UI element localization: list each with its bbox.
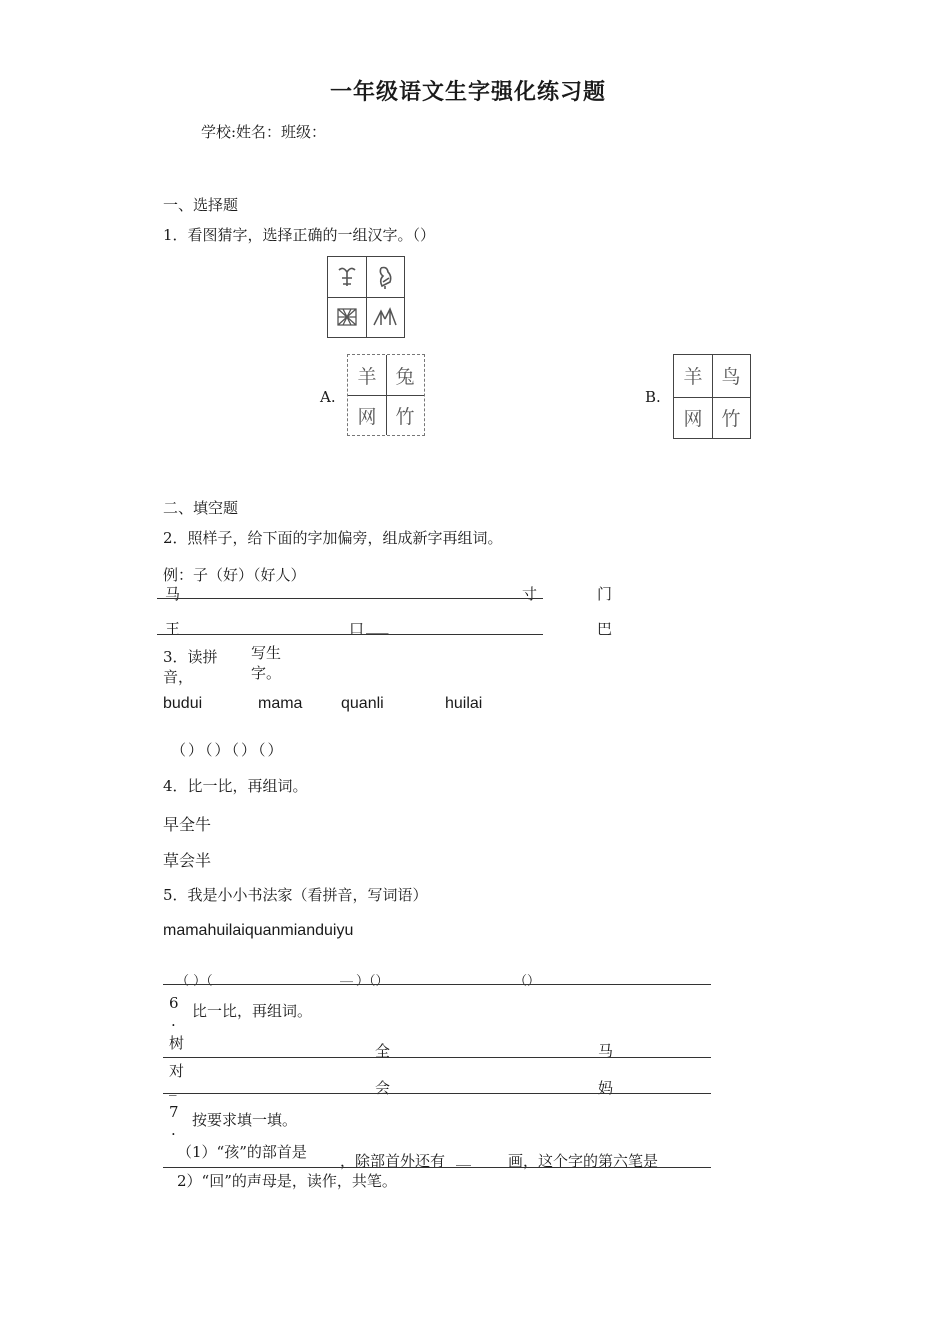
option-b-char: 竹 xyxy=(721,407,741,430)
q6-char: 会 xyxy=(375,1079,391,1097)
q2-char: 门 xyxy=(597,585,613,603)
q7-line1: （1）“孩”的部首是 xyxy=(177,1143,307,1161)
q5-blank[interactable]: __ xyxy=(340,968,353,983)
q6-char: 对 xyxy=(169,1062,185,1080)
q6-char: 妈 xyxy=(598,1079,614,1097)
page-title: 一年级语文生字强化练习题 xyxy=(330,80,607,105)
q6-mark: _ xyxy=(169,1078,177,1096)
q7-blank[interactable]: __ xyxy=(456,1148,471,1166)
q6-char: 树 xyxy=(169,1034,185,1052)
bird-pictograph-icon xyxy=(366,257,404,297)
question-6-number: 6 xyxy=(169,994,179,1012)
option-a-label: A. xyxy=(320,388,336,406)
q5-paren[interactable]: ）（） xyxy=(356,974,389,989)
question-2-text: 2．照样子，给下面的字加偏旁，组成新字再组词。 xyxy=(163,529,503,547)
q2-char: 王 xyxy=(165,620,181,638)
option-a-char: 羊 xyxy=(357,365,377,388)
q5-pinyin: mamahuilaiquanmianduiyu xyxy=(163,922,354,939)
q6-char: 马 xyxy=(598,1042,614,1060)
answer-line[interactable] xyxy=(157,634,543,635)
net-pictograph-icon xyxy=(328,297,366,337)
q2-char: 口 xyxy=(349,620,365,638)
pinyin-word: huilai xyxy=(445,695,483,712)
q2-char: 寸 xyxy=(522,585,538,603)
q6-char: 全 xyxy=(375,1042,391,1060)
question-6-text: 比一比，再组词。 xyxy=(192,1002,313,1020)
question-3-label: 音， xyxy=(163,668,194,686)
q7-line1: 画，这个字的第六笔是 xyxy=(508,1152,659,1170)
answer-line[interactable] xyxy=(163,1057,711,1058)
q2-char: 巴 xyxy=(597,620,613,638)
q5-paren[interactable]: （ ）（ xyxy=(176,974,213,989)
student-info-line: 学校:姓名：班级： xyxy=(201,123,327,141)
question-3-label: 3．读拼 xyxy=(163,648,218,666)
pinyin-word: mama xyxy=(258,695,303,712)
option-a-grid[interactable] xyxy=(347,354,425,436)
q2-blank[interactable]: ___ xyxy=(366,616,389,634)
question-1-text: 1．看图猜字，选择正确的一组汉字。（） xyxy=(163,226,436,244)
question-4-text: 4．比一比，再组词。 xyxy=(163,777,308,795)
question-7-number: 7 xyxy=(169,1103,179,1121)
question-3-label: 写生 xyxy=(251,644,282,662)
section-fill-heading: 二、填空题 xyxy=(163,499,239,517)
sheep-pictograph-icon xyxy=(328,257,366,297)
q7-line2: 2）“回”的声母是，读作，共笔。 xyxy=(177,1172,397,1190)
option-a-char: 网 xyxy=(357,405,377,428)
option-b-char: 网 xyxy=(683,407,703,430)
option-b-char: 羊 xyxy=(683,366,703,389)
option-b-char: 鸟 xyxy=(721,366,741,389)
answer-line[interactable] xyxy=(163,1093,711,1094)
q4-row: 草会半 xyxy=(163,851,212,870)
pinyin-word: quanli xyxy=(341,695,384,712)
answer-line[interactable] xyxy=(157,598,543,599)
option-a-char: 兔 xyxy=(395,365,415,388)
q7-line1: ，除部首外还有 xyxy=(340,1152,446,1170)
question-5-text: 5．我是小小书法家（看拼音，写词语） xyxy=(163,886,428,904)
option-a-char: 竹 xyxy=(395,405,415,428)
option-b-label: B. xyxy=(645,388,661,406)
question-7-text: 按要求填一填。 xyxy=(192,1111,298,1129)
question-3-label: 字。 xyxy=(251,664,282,682)
answer-line[interactable] xyxy=(163,1167,711,1168)
q2-char: 马 xyxy=(165,585,181,603)
option-b-grid[interactable] xyxy=(673,354,751,439)
q3-answer-blanks[interactable]: （）（）（）（） xyxy=(171,741,285,759)
pictograph-grid xyxy=(327,256,405,338)
question-7-dot: . xyxy=(171,1121,176,1139)
question-2-example: 例：子（好）（好人） xyxy=(163,566,306,584)
question-6-dot: . xyxy=(171,1012,176,1030)
answer-line[interactable] xyxy=(163,984,711,985)
bamboo-pictograph-icon xyxy=(366,297,404,337)
section-choice-heading: 一、选择题 xyxy=(163,196,239,214)
pinyin-word: budui xyxy=(163,695,203,712)
q4-row: 早全牛 xyxy=(163,815,212,834)
q5-paren[interactable]: （） xyxy=(514,974,541,989)
